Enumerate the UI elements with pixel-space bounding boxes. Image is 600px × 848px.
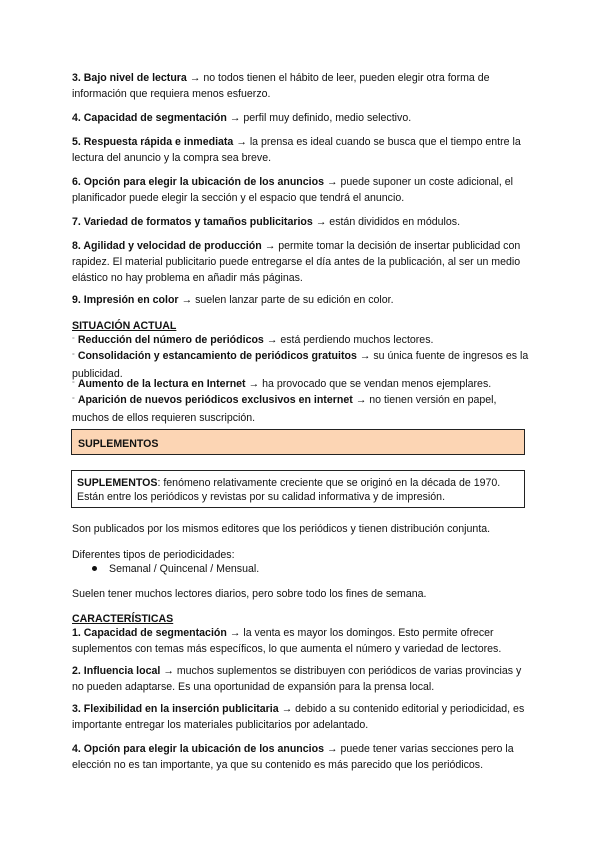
situacion-item: ° Aumento de la lectura en Internet → ha provocado que se vendan menos ejemplares.	[72, 378, 492, 390]
situacion-item: ° Reducción del número de periódicos → está perdiendo muchos lectores.	[72, 334, 434, 346]
suplementos-definition-box: SUPLEMENTOS: fenómeno relativamente creciente que se originó en la década de 1970. Están entre los periódicos y revistas por su calidad informativa y de impresión.	[71, 470, 525, 508]
caracteristica-item: 1. Capacidad de segmentación → la venta es mayor los domingos. Esto permite ofrecer suplementos con temas más específicos, lo que aumenta el número y variedad de lectores.	[72, 627, 502, 655]
item-capacidad-segmentacion: 4. Capacidad de segmentación → perfil muy definido, medio selectivo.	[72, 112, 412, 124]
item-bajo-nivel-lectura: 3. Bajo nivel de lectura → no todos tienen el hábito de leer, pueden elegir otra forma de información que requiera menos esfuerzo.	[72, 72, 490, 100]
paragraph-lectores: Suelen tener muchos lectores diarios, pero sobre todo los fines de semana.	[72, 588, 427, 600]
paragraph-periodicidades: Diferentes tipos de periodicidades:	[72, 549, 235, 561]
caracteristica-item: 4. Opción para elegir la ubicación de los anuncios → puede tener varias secciones pero la elección no es tan importante, ya que su contenido es más parecido que los periódicos.	[72, 743, 514, 771]
situacion-heading: SITUACIÓN ACTUAL	[72, 320, 177, 332]
caracteristica-item: 3. Flexibilidad en la inserción publicitaria → debido a su contenido editorial y periodicidad, es importante entregar los materiales publicitarios por adelantado.	[72, 703, 525, 731]
list-item: Semanal / Quincenal / Mensual.	[92, 561, 259, 577]
situacion-item: ° Consolidación y estancamiento de periódicos gratuitos → su única fuente de ingresos es la publicidad.	[72, 350, 529, 380]
paragraph-publicados: Son publicados por los mismos editores que los periódicos y tienen distribución conjunta.	[72, 523, 491, 535]
item-opcion-ubicacion: 6. Opción para elegir la ubicación de los anuncios → puede suponer un coste adicional, el planificador puede elegir la sección y el espacio que tendrá el anuncio.	[72, 176, 514, 204]
caracteristicas-heading: CARACTERÍSTICAS	[72, 613, 174, 625]
situacion-item: ° Aparición de nuevos periódicos exclusivos en internet → no tienen versión en papel, muchos de ellos requieren suscripción.	[72, 394, 497, 424]
bullet-icon: °	[72, 337, 75, 344]
suplementos-section-header: SUPLEMENTOS	[71, 429, 525, 455]
item-variedad-formatos: 7. Variedad de formatos y tamaños publicitarios → están divididos en módulos.	[72, 216, 461, 228]
bullet-icon: °	[72, 397, 75, 404]
bullet-dot-icon	[92, 566, 97, 571]
caracteristica-item: 2. Influencia local → muchos suplementos se distribuyen con periódicos de varias provincias y no pueden adaptarse. Es una oportunidad de expansión para la prensa local.	[72, 665, 522, 693]
item-respuesta-rapida: 5. Respuesta rápida e inmediata → la prensa es ideal cuando se busca que el tiempo entre la lectura del anuncio y la compra sea breve.	[72, 136, 521, 164]
bullet-icon: °	[72, 381, 75, 388]
item-agilidad-produccion: 8. Agilidad y velocidad de producción → permite tomar la decisión de insertar publicidad con rapidez. El material publicitario puede entregarse el día antes de la publicación, al ser un medio elástico no hay problema en añadir más páginas.	[72, 240, 521, 284]
item-impresion-color: 9. Impresión en color → suelen lanzar parte de su edición en color.	[72, 294, 394, 306]
bullet-icon: °	[72, 353, 75, 360]
